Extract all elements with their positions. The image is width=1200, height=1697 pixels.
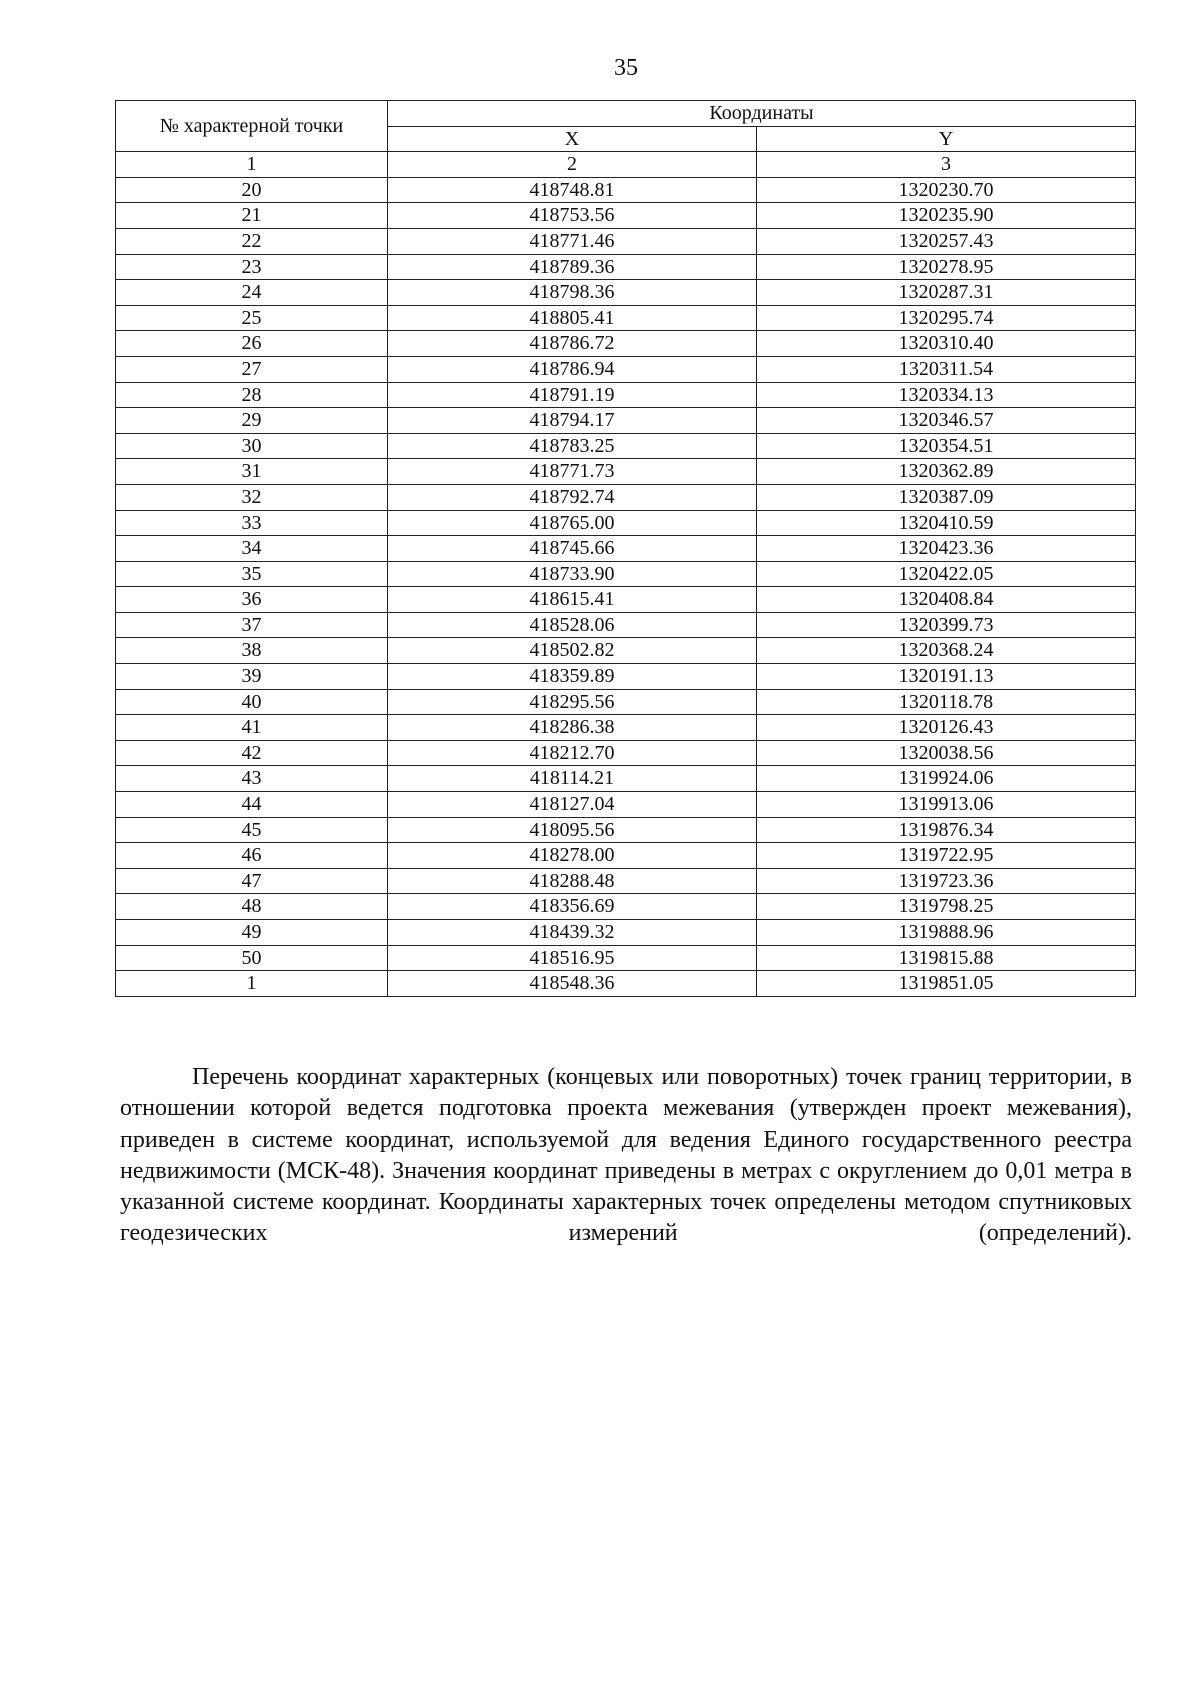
y-coordinate-cell: 1320191.13 (757, 664, 1136, 690)
x-coordinate-cell: 418748.81 (388, 177, 757, 203)
table-row (116, 561, 1136, 587)
point-number-cell: 44 (116, 792, 388, 818)
y-coordinate-cell: 1320295.74 (757, 305, 1136, 331)
point-number-cell: 20 (116, 177, 388, 203)
y-coordinate-cell: 1320408.84 (757, 587, 1136, 613)
x-coordinate-cell: 418753.56 (388, 203, 757, 229)
x-coordinate-cell: 418528.06 (388, 612, 757, 638)
point-number-cell: 31 (116, 459, 388, 485)
column-number: 2 (388, 152, 757, 178)
table-row (116, 382, 1136, 408)
table-row (116, 945, 1136, 971)
header-x: X (388, 126, 757, 152)
table-row (116, 894, 1136, 920)
y-coordinate-cell: 1320278.95 (757, 254, 1136, 280)
x-coordinate-cell: 418786.94 (388, 356, 757, 382)
y-coordinate-cell: 1320334.13 (757, 382, 1136, 408)
table-row (116, 587, 1136, 613)
point-number-cell: 29 (116, 408, 388, 434)
point-number-cell: 43 (116, 766, 388, 792)
point-number-cell: 50 (116, 945, 388, 971)
point-number-cell: 30 (116, 433, 388, 459)
point-number-cell: 24 (116, 280, 388, 306)
table-row (116, 689, 1136, 715)
x-coordinate-cell: 418771.46 (388, 228, 757, 254)
x-coordinate-cell: 418502.82 (388, 638, 757, 664)
point-number-cell: 39 (116, 664, 388, 690)
table-row (116, 536, 1136, 562)
y-coordinate-cell: 1319876.34 (757, 817, 1136, 843)
column-number-row (116, 152, 1136, 178)
y-coordinate-cell: 1320362.89 (757, 459, 1136, 485)
y-coordinate-cell: 1319815.88 (757, 945, 1136, 971)
y-coordinate-cell: 1320346.57 (757, 408, 1136, 434)
table-row (116, 664, 1136, 690)
x-coordinate-cell: 418765.00 (388, 510, 757, 536)
y-coordinate-cell: 1320410.59 (757, 510, 1136, 536)
point-number-cell: 25 (116, 305, 388, 331)
x-coordinate-cell: 418771.73 (388, 459, 757, 485)
y-coordinate-cell: 1319722.95 (757, 843, 1136, 869)
point-number-cell: 34 (116, 536, 388, 562)
table-row (116, 280, 1136, 306)
x-coordinate-cell: 418615.41 (388, 587, 757, 613)
description-paragraph: Перечень координат характерных (концевых или поворотных) точек границ территории, в отношении которой ведется подготовка проекта межевания (утвержден проект межевания), приведен в системе координат, используемой для ведения Единого государственного реестра недвижимости (МСК-48). Значения координат приведены в метрах с округлением до 0,01 метра в указанной системе координат. Координаты характерных точек определены методом спутниковых геодезических измерений (определений). (120, 1064, 1132, 1247)
point-number-cell: 21 (116, 203, 388, 229)
point-number-cell: 48 (116, 894, 388, 920)
table-row (116, 638, 1136, 664)
table-row (116, 331, 1136, 357)
x-coordinate-cell: 418548.36 (388, 971, 757, 997)
y-coordinate-cell: 1320387.09 (757, 484, 1136, 510)
point-number-cell: 41 (116, 715, 388, 741)
point-number-cell: 49 (116, 920, 388, 946)
y-coordinate-cell: 1319913.06 (757, 792, 1136, 818)
point-number-cell: 37 (116, 612, 388, 638)
y-coordinate-cell: 1320038.56 (757, 740, 1136, 766)
table-row (116, 228, 1136, 254)
point-number-cell: 28 (116, 382, 388, 408)
coordinates-table (115, 100, 1136, 997)
table-header-row (116, 101, 1136, 127)
x-coordinate-cell: 418439.32 (388, 920, 757, 946)
point-number-cell: 40 (116, 689, 388, 715)
x-coordinate-cell: 418212.70 (388, 740, 757, 766)
point-number-cell: 1 (116, 971, 388, 997)
point-number-cell: 47 (116, 868, 388, 894)
y-coordinate-cell: 1320230.70 (757, 177, 1136, 203)
x-coordinate-cell: 418798.36 (388, 280, 757, 306)
header-y: Y (757, 126, 1136, 152)
x-coordinate-cell: 418783.25 (388, 433, 757, 459)
y-coordinate-cell: 1320354.51 (757, 433, 1136, 459)
header-coordinates: Координаты (388, 101, 1136, 127)
y-coordinate-cell: 1320368.24 (757, 638, 1136, 664)
column-number: 3 (757, 152, 1136, 178)
header-point-number: № характерной точки (116, 101, 388, 152)
page-number: 35 (614, 55, 638, 81)
x-coordinate-cell: 418286.38 (388, 715, 757, 741)
table-row (116, 920, 1136, 946)
table-row (116, 484, 1136, 510)
x-coordinate-cell: 418789.36 (388, 254, 757, 280)
point-number-cell: 46 (116, 843, 388, 869)
x-coordinate-cell: 418288.48 (388, 868, 757, 894)
table-row (116, 254, 1136, 280)
x-coordinate-cell: 418356.69 (388, 894, 757, 920)
table-row (116, 766, 1136, 792)
table-row (116, 868, 1136, 894)
point-number-cell: 23 (116, 254, 388, 280)
point-number-cell: 26 (116, 331, 388, 357)
point-number-cell: 42 (116, 740, 388, 766)
column-number: 1 (116, 152, 388, 178)
x-coordinate-cell: 418791.19 (388, 382, 757, 408)
y-coordinate-cell: 1320423.36 (757, 536, 1136, 562)
table-row (116, 971, 1136, 997)
table-row (116, 203, 1136, 229)
x-coordinate-cell: 418095.56 (388, 817, 757, 843)
x-coordinate-cell: 418127.04 (388, 792, 757, 818)
x-coordinate-cell: 418745.66 (388, 536, 757, 562)
y-coordinate-cell: 1319723.36 (757, 868, 1136, 894)
point-number-cell: 27 (116, 356, 388, 382)
point-number-cell: 35 (116, 561, 388, 587)
table-row (116, 433, 1136, 459)
table-row (116, 817, 1136, 843)
x-coordinate-cell: 418295.56 (388, 689, 757, 715)
table-row (116, 459, 1136, 485)
y-coordinate-cell: 1319851.05 (757, 971, 1136, 997)
table-body (116, 177, 1136, 996)
table-row (116, 792, 1136, 818)
point-number-cell: 32 (116, 484, 388, 510)
y-coordinate-cell: 1320287.31 (757, 280, 1136, 306)
x-coordinate-cell: 418733.90 (388, 561, 757, 587)
x-coordinate-cell: 418786.72 (388, 331, 757, 357)
point-number-cell: 38 (116, 638, 388, 664)
x-coordinate-cell: 418794.17 (388, 408, 757, 434)
point-number-cell: 45 (116, 817, 388, 843)
table-row (116, 740, 1136, 766)
y-coordinate-cell: 1320310.40 (757, 331, 1136, 357)
y-coordinate-cell: 1320399.73 (757, 612, 1136, 638)
table-row (116, 356, 1136, 382)
y-coordinate-cell: 1320235.90 (757, 203, 1136, 229)
y-coordinate-cell: 1319888.96 (757, 920, 1136, 946)
table-row (116, 408, 1136, 434)
y-coordinate-cell: 1319798.25 (757, 894, 1136, 920)
table-row (116, 612, 1136, 638)
y-coordinate-cell: 1320118.78 (757, 689, 1136, 715)
x-coordinate-cell: 418516.95 (388, 945, 757, 971)
y-coordinate-cell: 1320422.05 (757, 561, 1136, 587)
x-coordinate-cell: 418805.41 (388, 305, 757, 331)
point-number-cell: 22 (116, 228, 388, 254)
table-row (116, 177, 1136, 203)
table-row (116, 305, 1136, 331)
x-coordinate-cell: 418792.74 (388, 484, 757, 510)
x-coordinate-cell: 418359.89 (388, 664, 757, 690)
x-coordinate-cell: 418114.21 (388, 766, 757, 792)
y-coordinate-cell: 1319924.06 (757, 766, 1136, 792)
table-row (116, 843, 1136, 869)
y-coordinate-cell: 1320126.43 (757, 715, 1136, 741)
y-coordinate-cell: 1320311.54 (757, 356, 1136, 382)
table-row (116, 510, 1136, 536)
y-coordinate-cell: 1320257.43 (757, 228, 1136, 254)
point-number-cell: 36 (116, 587, 388, 613)
table-row (116, 715, 1136, 741)
x-coordinate-cell: 418278.00 (388, 843, 757, 869)
point-number-cell: 33 (116, 510, 388, 536)
